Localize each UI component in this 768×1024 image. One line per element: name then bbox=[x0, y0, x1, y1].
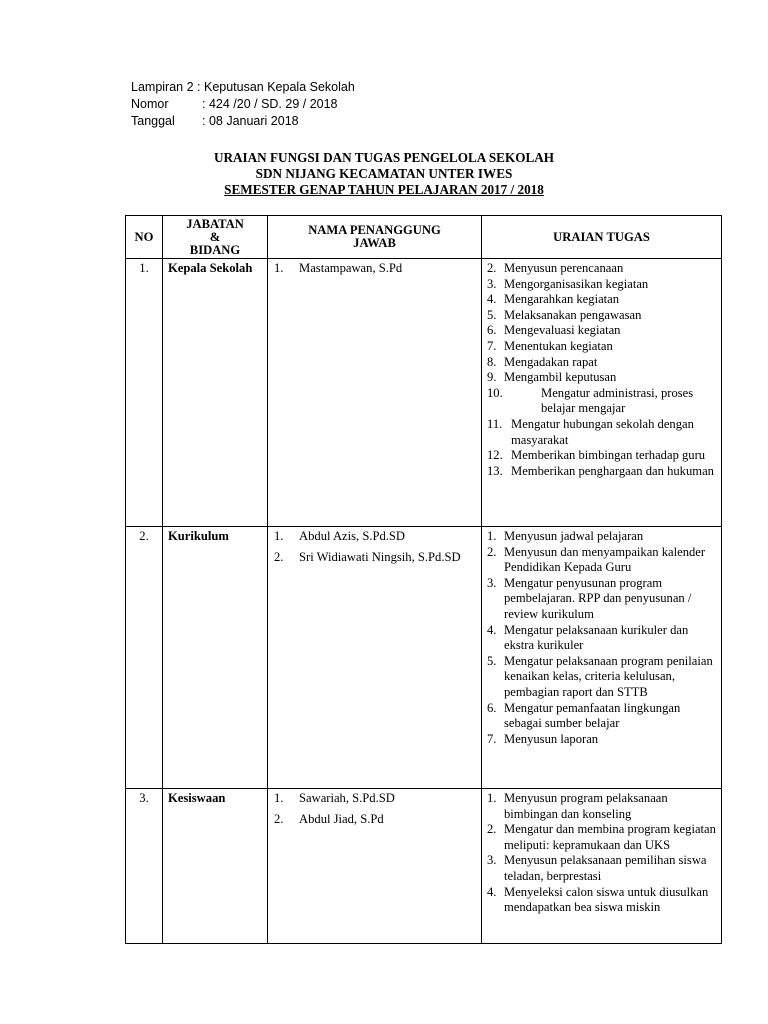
nama-item bbox=[274, 261, 477, 277]
task-item-text: Menyusun program pelaksanaan bimbingan dan konseling bbox=[504, 791, 668, 821]
task-item bbox=[487, 545, 717, 576]
task-item-number: 1. bbox=[487, 529, 497, 543]
task-item bbox=[487, 853, 717, 884]
task-item-text: Mengatur penyusunan program pembelajaran. RPP dan penyusunan / review kurikulum bbox=[504, 575, 692, 621]
task-item-number: 1. bbox=[487, 791, 497, 805]
task-item-number: 7. bbox=[487, 338, 497, 353]
title-line-1: URAIAN FUNGSI DAN TUGAS PENGELOLA SEKOLAH bbox=[213, 150, 555, 165]
task-item-number: 12. bbox=[487, 448, 503, 463]
row-nama-list bbox=[268, 259, 482, 527]
row-number: 1. bbox=[126, 259, 163, 527]
task-item-text: Mengadakan rapat bbox=[504, 354, 598, 369]
task-item bbox=[487, 623, 717, 654]
task-item-text: Mengatur dan membina program kegiatan meliputi: kepramukaan dan UKS bbox=[504, 822, 716, 852]
task-item-number: 6. bbox=[487, 700, 497, 715]
task-item bbox=[487, 417, 717, 448]
task-item-text: Mengevaluasi kegiatan bbox=[504, 323, 621, 338]
table-body bbox=[126, 259, 722, 944]
task-item-text: Menyusun dan menyampaikan kalender Pendidikan Kepada Guru bbox=[504, 544, 706, 575]
task-item-text: Mengatur pelaksanaan program penilaian kenaikan kelas, criteria kelulusan, pembagian raport dan STTB bbox=[504, 653, 713, 699]
document-header bbox=[131, 79, 355, 130]
task-item bbox=[487, 261, 717, 277]
row-uraian-list bbox=[482, 527, 722, 789]
task-item bbox=[487, 355, 717, 371]
task-item bbox=[487, 576, 717, 623]
task-item-number: 2. bbox=[487, 544, 497, 559]
task-item-number: 4. bbox=[487, 884, 497, 899]
nama-item-number: 2. bbox=[274, 549, 284, 564]
task-item bbox=[487, 822, 717, 853]
task-item-number: 11. bbox=[487, 416, 503, 431]
task-item bbox=[487, 464, 717, 480]
task-item-number: 3. bbox=[487, 575, 497, 590]
row-nama-list bbox=[268, 789, 482, 944]
row-number: 3. bbox=[126, 789, 163, 944]
task-item bbox=[487, 885, 717, 916]
header-uraian: URAIAN TUGAS bbox=[482, 216, 722, 259]
row-uraian-list bbox=[482, 259, 722, 527]
task-item bbox=[487, 448, 717, 464]
lampiran-key: Lampiran 2 bbox=[131, 80, 194, 94]
task-item-number: 2. bbox=[487, 822, 497, 837]
task-item-number: 3. bbox=[487, 853, 497, 868]
nomor-line bbox=[131, 96, 355, 113]
document-title bbox=[0, 150, 768, 198]
nama-item-text: Sawariah, S.Pd.SD bbox=[299, 791, 395, 805]
task-item-number: 8. bbox=[487, 354, 497, 369]
task-item bbox=[487, 701, 717, 732]
task-item-text: Menyeleksi calon siswa untuk diusulkan mendapatkan bea siswa miskin bbox=[504, 884, 709, 915]
nama-item bbox=[274, 529, 477, 545]
task-item bbox=[487, 277, 717, 293]
task-item-text: Mengorganisasikan kegiatan bbox=[504, 276, 649, 291]
task-item-text: Memberikan penghargaan dan hukuman bbox=[511, 463, 714, 478]
header-no: NO bbox=[126, 216, 163, 259]
lampiran-line bbox=[131, 79, 355, 96]
task-item-number: 6. bbox=[487, 323, 497, 338]
nama-item-number: 1. bbox=[274, 261, 284, 275]
nama-item bbox=[274, 550, 477, 566]
table-row bbox=[126, 527, 722, 789]
nama-item bbox=[274, 791, 477, 807]
tanggal-line bbox=[131, 113, 355, 130]
nama-item-number: 1. bbox=[274, 529, 284, 543]
task-item-text: Mengatur hubungan sekolah dengan masyarakat bbox=[511, 416, 694, 447]
nama-item-text: Abdul Jiad, S.Pd bbox=[299, 811, 384, 826]
header-nama-line-1: NAMA PENANGGUNG bbox=[308, 223, 441, 237]
row-jabatan: Kepala Sekolah bbox=[163, 259, 268, 527]
task-item bbox=[487, 386, 717, 417]
row-jabatan: Kurikulum bbox=[163, 527, 268, 789]
task-item-text: Memberikan bimbingan terhadap guru bbox=[511, 448, 706, 463]
task-item-text: Menyusun laporan bbox=[504, 731, 599, 746]
row-uraian-list bbox=[482, 789, 722, 944]
tanggal-key: Tanggal bbox=[131, 114, 175, 128]
task-item-number: 7. bbox=[487, 731, 497, 746]
task-item-number: 4. bbox=[487, 622, 497, 637]
task-item-number: 4. bbox=[487, 292, 497, 307]
nama-item-number: 1. bbox=[274, 791, 284, 805]
nomor-value: : 424 /20 / SD. 29 / 2018 bbox=[202, 97, 338, 111]
header-nama-line-2: JAWAB bbox=[353, 236, 396, 250]
nama-item bbox=[274, 812, 477, 828]
task-item bbox=[487, 308, 717, 324]
row-number: 2. bbox=[126, 527, 163, 789]
nama-item-number: 2. bbox=[274, 811, 284, 826]
task-item-number: 2. bbox=[487, 261, 497, 275]
table-header-row bbox=[126, 216, 722, 259]
nama-item-text: Abdul Azis, S.Pd.SD bbox=[299, 529, 406, 543]
task-item-number: 13. bbox=[487, 463, 503, 478]
table-row bbox=[126, 789, 722, 944]
tanggal-value: : 08 Januari 2018 bbox=[202, 114, 299, 128]
task-item-number: 3. bbox=[487, 276, 497, 291]
task-item-number: 5. bbox=[487, 653, 497, 668]
row-nama-list bbox=[268, 527, 482, 789]
nama-item-text: Mastampawan, S.Pd bbox=[299, 261, 403, 275]
header-jabatan bbox=[163, 216, 268, 259]
task-item-text: Menentukan kegiatan bbox=[504, 338, 613, 353]
task-item-number: 5. bbox=[487, 307, 497, 322]
task-item-text: Menyusun jadwal pelajaran bbox=[504, 529, 644, 543]
task-item-text: Menyusun perencanaan bbox=[504, 261, 624, 275]
task-item-text: Melaksanakan pengawasan bbox=[504, 307, 642, 322]
header-jabatan-line-1: JABATAN bbox=[186, 216, 244, 231]
nama-item-text: Sri Widiawati Ningsih, S.Pd.SD bbox=[299, 549, 461, 564]
table-row bbox=[126, 259, 722, 527]
task-item-text: Mengatur pelaksanaan kurikuler dan ekstra kurikuler bbox=[504, 622, 689, 653]
task-item bbox=[487, 791, 717, 822]
task-item-number: 10. bbox=[487, 385, 503, 400]
tasks-table bbox=[125, 215, 722, 944]
title-line-3: SEMESTER GENAP TAHUN PELAJARAN 2017 / 2018 bbox=[224, 182, 544, 197]
task-item-text: Mengambil keputusan bbox=[504, 370, 617, 385]
task-item bbox=[487, 292, 717, 308]
header-jabatan-line-3: BIDANG bbox=[189, 242, 241, 257]
header-jabatan-line-2: & bbox=[209, 229, 221, 244]
nomor-key: Nomor bbox=[131, 97, 169, 111]
task-item-text: Mengatur administrasi, proses belajar mengajar bbox=[541, 385, 694, 416]
task-item-number: 9. bbox=[487, 370, 497, 385]
task-item bbox=[487, 370, 717, 386]
title-line-2: SDN NIJANG KECAMATAN UNTER IWES bbox=[255, 166, 513, 181]
task-item-text: Mengatur pemanfaatan lingkungan sebagai sumber belajar bbox=[504, 700, 681, 731]
task-item bbox=[487, 339, 717, 355]
task-item bbox=[487, 529, 717, 545]
task-item bbox=[487, 323, 717, 339]
task-item-text: Mengarahkan kegiatan bbox=[504, 292, 620, 307]
lampiran-text: : Keputusan Kepala Sekolah bbox=[197, 80, 355, 94]
row-jabatan: Kesiswaan bbox=[163, 789, 268, 944]
header-nama bbox=[268, 216, 482, 259]
task-item bbox=[487, 732, 717, 748]
task-item-text: Menyusun pelaksanaan pemilihan siswa teladan, berprestasi bbox=[504, 853, 707, 883]
task-item bbox=[487, 654, 717, 701]
